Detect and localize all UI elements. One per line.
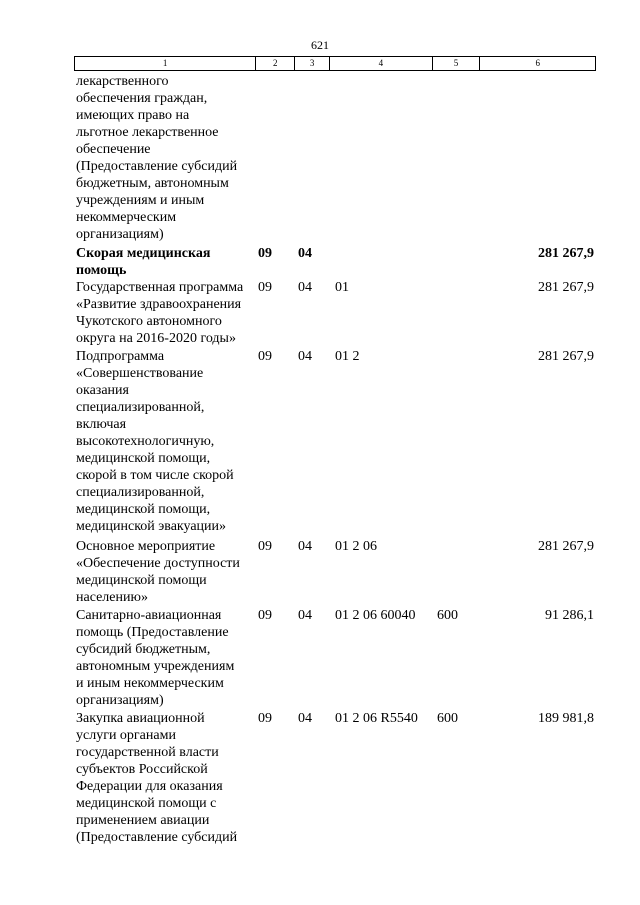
row-subsection: 04 — [298, 246, 312, 261]
row-target: 01 2 06 60040 — [335, 608, 416, 623]
table-header — [74, 56, 596, 71]
row-section: 09 — [258, 539, 272, 554]
header-col-5: 5 — [433, 57, 481, 70]
header-col-4: 4 — [330, 57, 433, 70]
table-row — [0, 538, 640, 607]
row-subsection: 04 — [298, 349, 312, 364]
row-description: Основное мероприятие «Обеспечение доступности медицинской помощи населению» — [76, 539, 240, 605]
header-col-6: 6 — [535, 58, 540, 68]
row-subsection: 04 — [298, 711, 312, 726]
row-amount: 281 267,9 — [538, 280, 594, 295]
header-col-3: 3 — [295, 57, 330, 70]
table-body — [0, 73, 640, 848]
row-type: 600 — [437, 608, 458, 623]
row-subsection: 04 — [298, 608, 312, 623]
header-col-2: 2 — [256, 57, 295, 70]
row-section: 09 — [258, 608, 272, 623]
row-description: Санитарно-авиационная помощь (Предоставление субсидий бюджетным, автономным учреждениям и иным некоммерческим организациям) — [76, 608, 235, 708]
row-section: 09 — [258, 280, 272, 295]
row-description: Подпрограмма «Совершенствование оказания специализированной, включая высокотехнологичную, медицинской помощи, скорой в том числе скорой специализированной, медицинской помощи, медицинской эвакуации» — [76, 349, 234, 534]
row-description: Государственная программа «Развитие здравоохранения Чукотского автономного округа на 2016-2020 годы» — [76, 280, 244, 346]
row-target: 01 — [335, 280, 349, 295]
row-subsection: 04 — [298, 539, 312, 554]
row-amount: 189 981,8 — [538, 711, 594, 726]
row-subsection: 04 — [298, 280, 312, 295]
page-number: 621 — [311, 38, 329, 52]
table-row — [0, 710, 640, 848]
row-amount: 281 267,9 — [538, 539, 594, 554]
row-target: 01 2 06 — [335, 539, 377, 554]
row-amount: 91 286,1 — [545, 608, 594, 623]
row-target: 01 2 06 R5540 — [335, 711, 418, 726]
row-target: 01 2 — [335, 349, 360, 364]
table-row — [0, 245, 640, 279]
row-section: 09 — [258, 711, 272, 726]
row-section: 09 — [258, 246, 272, 261]
row-description: Скорая медицинская помощь — [76, 246, 211, 278]
table-row — [0, 73, 640, 245]
row-amount: 281 267,9 — [538, 246, 594, 261]
table-row — [0, 607, 640, 710]
row-type: 600 — [437, 711, 458, 726]
row-amount: 281 267,9 — [538, 349, 594, 364]
table-row — [0, 348, 640, 538]
row-description: лекарственного обеспечения граждан, имеющих право на льготное лекарственное обеспечение (Предоставление субсидий бюджетным, автономным учреждениям и иным некоммерческим организациям) — [76, 74, 238, 242]
header-col-1: 1 — [75, 57, 256, 70]
row-section: 09 — [258, 349, 272, 364]
row-description: Закупка авиационной услуги органами государственной власти субъектов Российской Федерации для оказания медицинской помощи с применением авиации (Предоставление субсидий — [76, 711, 238, 845]
table-row — [0, 279, 640, 348]
